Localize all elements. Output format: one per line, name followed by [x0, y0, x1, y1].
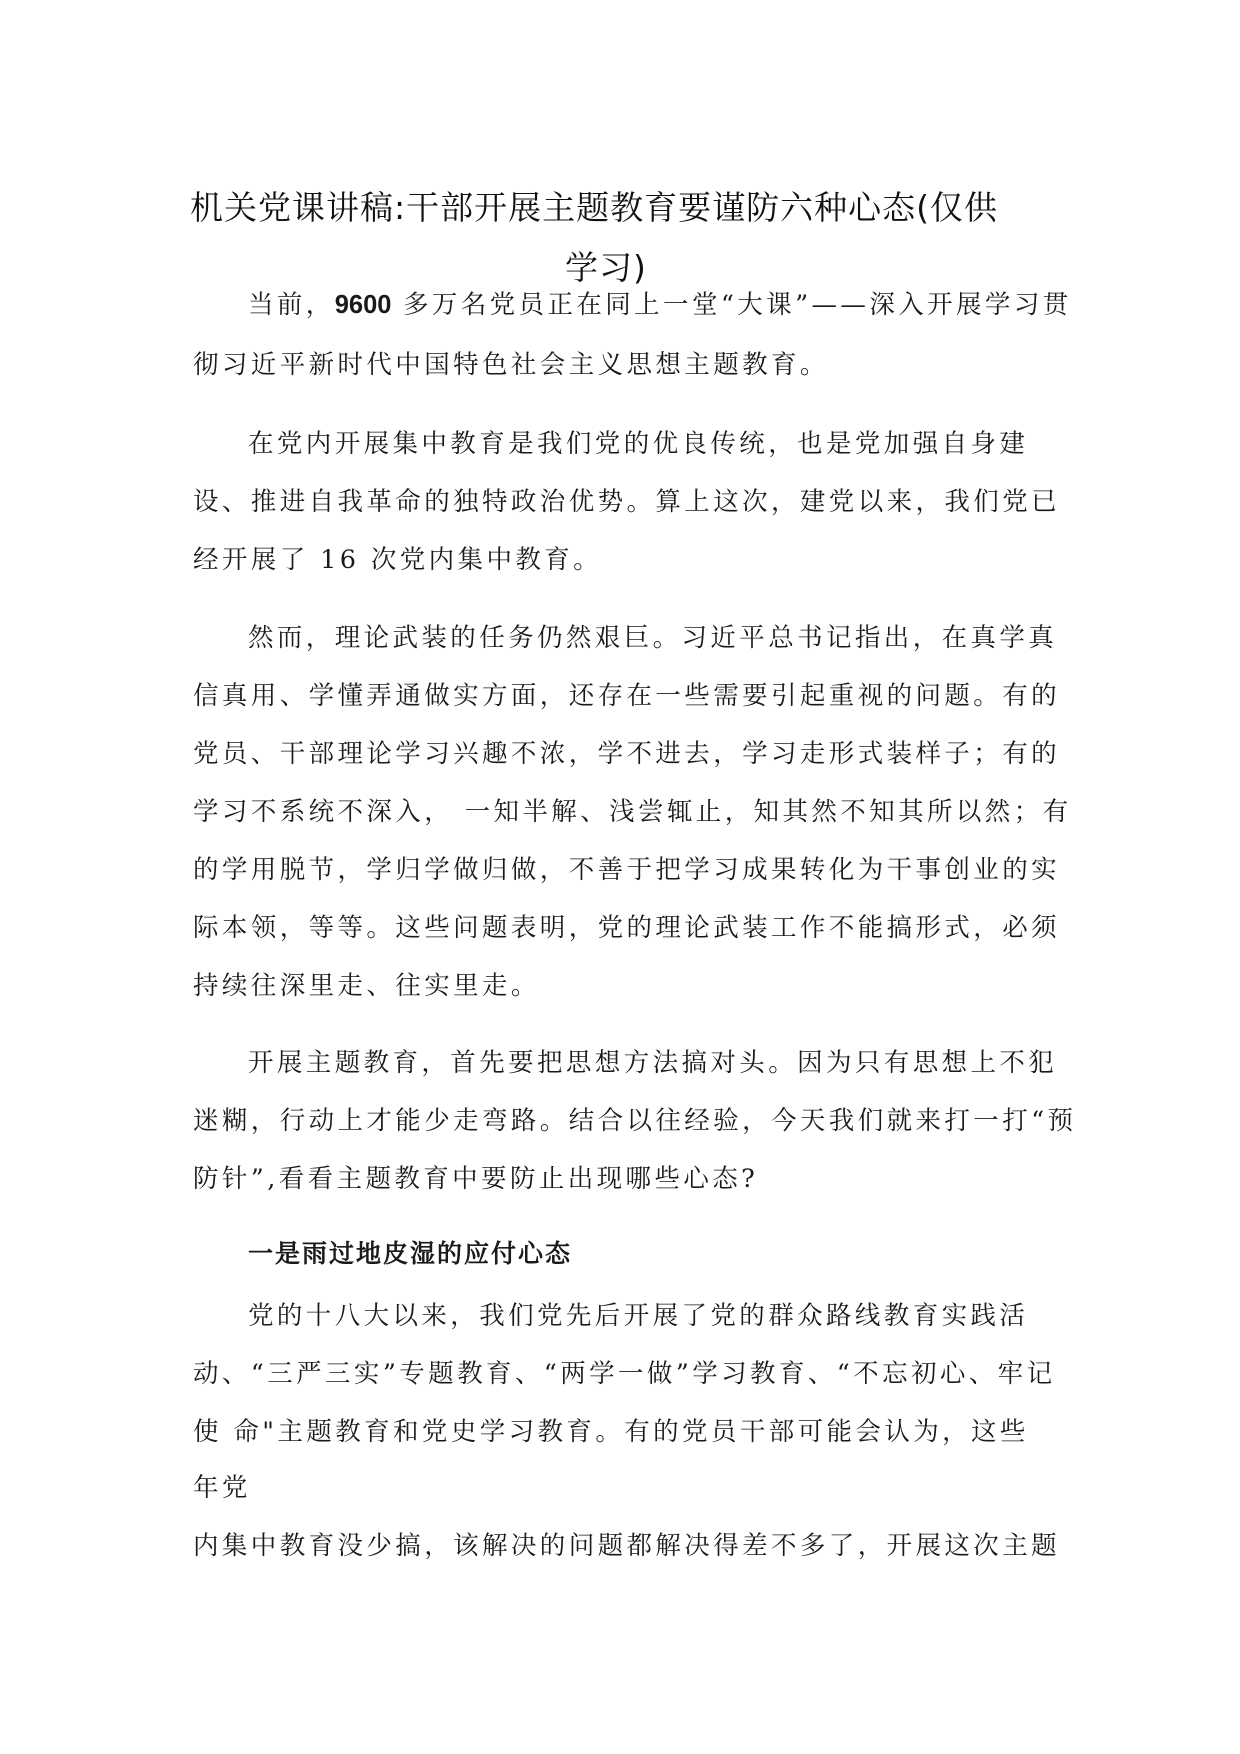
- paragraph-3-line-3: 党员、干部理论学习兴趣不浓，学不进去，学习走形式装样子；有的: [193, 739, 1061, 769]
- paragraph-3-line-6: 际本领，等等。这些问题表明，党的理论武装工作不能搞形式，必须: [193, 913, 1061, 943]
- paragraph-4-line-1: 开展主题教育，首先要把思想方法搞对头。因为只有思想上不犯: [248, 1048, 1058, 1078]
- party-member-count: 9600: [334, 291, 392, 319]
- paragraph-1-line-2: 彻习近平新时代中国特色社会主义思想主题教育。: [193, 350, 829, 380]
- paragraph-5-line-4: 年党: [193, 1473, 251, 1503]
- paragraph-5-line-1: 党的十八大以来，我们党先后开展了党的群众路线教育实践活: [248, 1301, 1029, 1331]
- section-heading-1: 一是雨过地皮湿的应付心态: [248, 1239, 573, 1268]
- paragraph-5-line-3: 使 命"主题教育和党史学习教育。有的党员干部可能会认为，这些: [193, 1417, 1029, 1447]
- document-title-line-2: 学习): [565, 248, 647, 287]
- paragraph-4-line-2: 迷糊，行动上才能少走弯路。结合以往经验，今天我们就来打一打“预: [193, 1106, 1077, 1136]
- document-title-line-1: 机关党课讲稿:干部开展主题教育要谨防六种心态(仅供: [190, 188, 998, 227]
- paragraph-3-line-5: 的学用脱节，学归学做归做，不善于把学习成果转化为干事创业的实: [193, 855, 1061, 885]
- paragraph-2-line-3: 经开展了 16 次党内集中教育。: [193, 545, 603, 575]
- paragraph-3-line-2: 信真用、学懂弄通做实方面，还存在一些需要引起重视的问题。有的: [193, 681, 1061, 711]
- paragraph-4-line-3: 防针”,看看主题教育中要防止出现哪些心态?: [193, 1164, 759, 1194]
- paragraph-3-line-1: 然而，理论武装的任务仍然艰巨。习近平总书记指出，在真学真: [248, 623, 1058, 653]
- paragraph-1-prefix: 当前，: [248, 290, 335, 320]
- paragraph-3-line-4: 学习不系统不深入， 一知半解、浅尝辄止，知其然不知其所以然；有: [193, 797, 1072, 827]
- paragraph-5-line-5: 内集中教育没少搞，该解决的问题都解决得差不多了，开展这次主题: [193, 1531, 1061, 1561]
- paragraph-2-line-2: 设、推进自我革命的独特政治优势。算上这次，建党以来，我们党已: [193, 487, 1061, 517]
- paragraph-5-line-2: 动、“三严三实”专题教育、“两学一做”学习教育、“不忘初心、牢记: [193, 1359, 1056, 1389]
- paragraph-2-line-1: 在党内开展集中教育是我们党的优良传统，也是党加强自身建: [248, 429, 1029, 459]
- paragraph-3-line-7: 持续往深里走、往实里走。: [193, 971, 540, 1001]
- paragraph-1-rest: 多万名党员正在同上一堂“大课”——深入开展学习贯: [391, 290, 1072, 320]
- paragraph-1-line-1: [248, 285, 1072, 321]
